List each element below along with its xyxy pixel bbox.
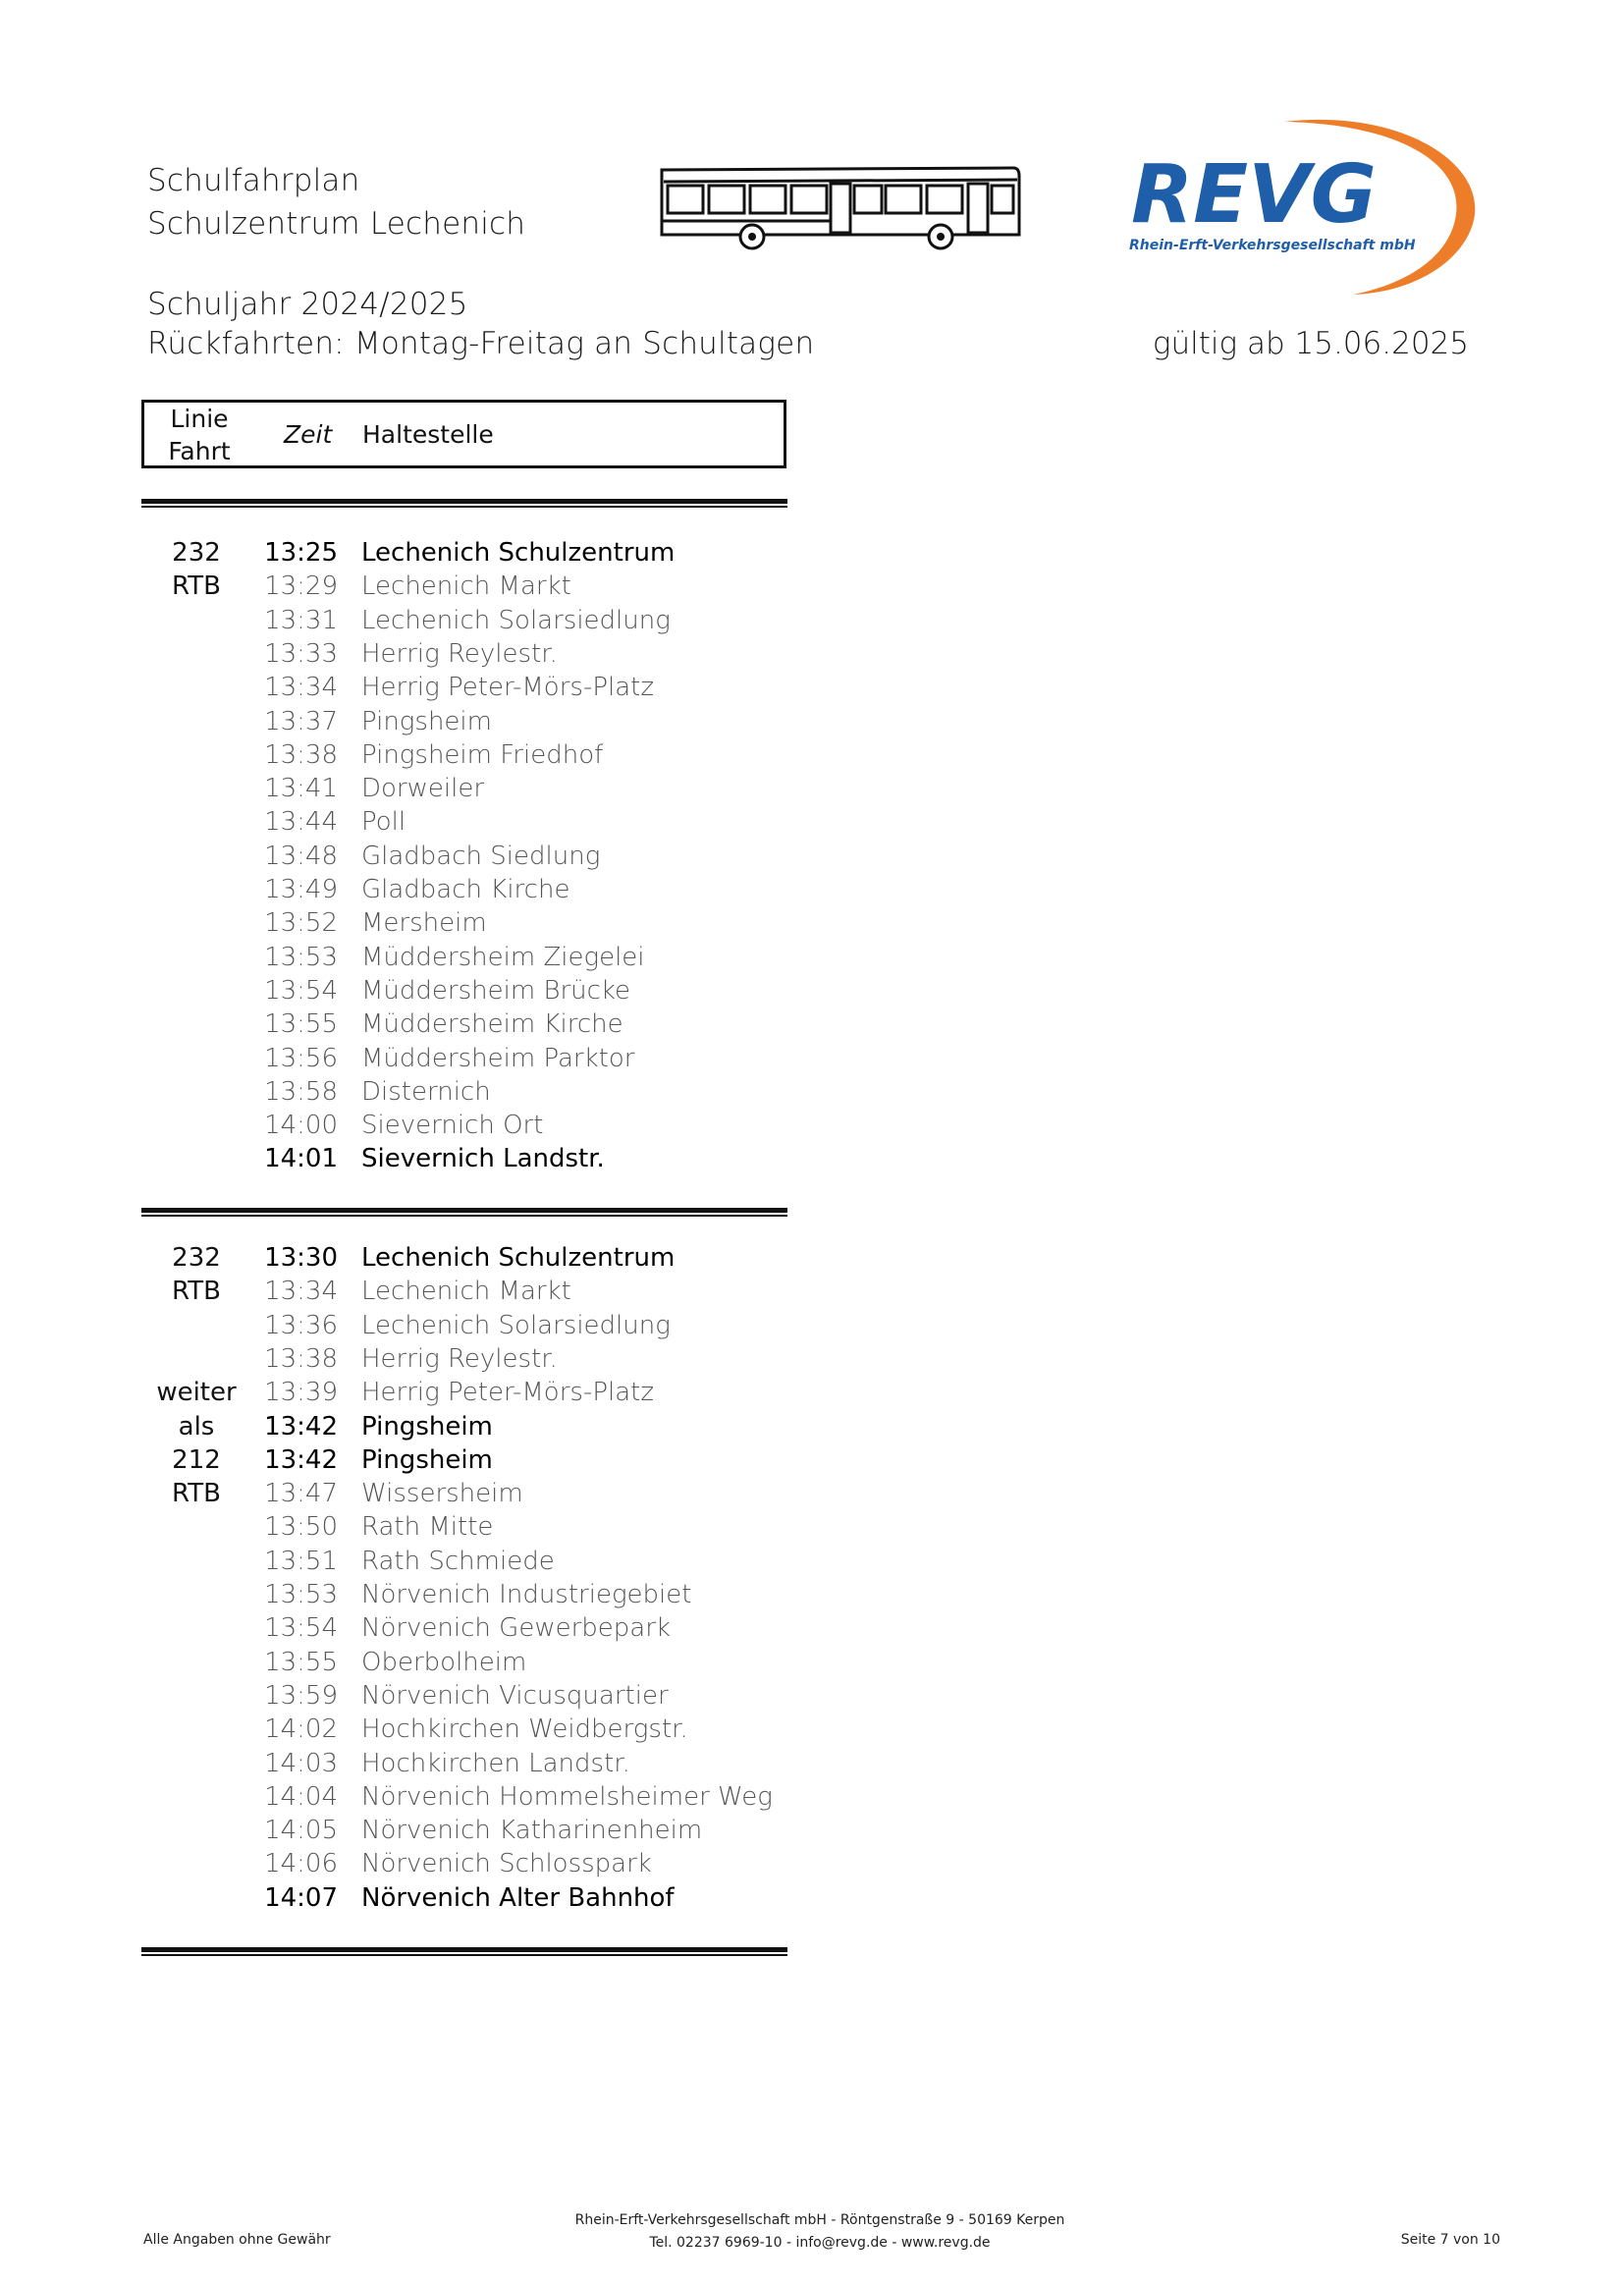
stop-cell: Poll [361,807,406,838]
table-row [0,1477,884,1510]
time-cell: 13:53 [264,1580,338,1609]
logo-wordmark: REVG [1131,148,1377,242]
line-cell: RTB [172,1277,221,1307]
divider-rule [141,1947,787,1956]
footer-address: Rhein-Erft-Verkehrsgesellschaft mbH - Röntgenstraße 9 - 50169 Kerpen [574,2212,1065,2228]
column-header-haltestelle: Haltestelle [362,420,494,449]
column-header-linie [144,403,254,467]
school-year: Schuljahr 2024/2025 [147,287,468,322]
table-row [0,1007,884,1041]
time-cell: 14:02 [264,1714,338,1745]
time-cell: 13:58 [264,1076,338,1107]
stop-cell: Lechenich Solarsiedlung [361,605,671,635]
line-cell: 232 [172,1243,221,1273]
stop-cell: Nörvenich Gewerbepark [361,1613,671,1644]
table-row [0,637,884,671]
time-cell: 13:39 [264,1378,338,1408]
divider-rule [141,499,787,508]
time-cell: 13:59 [264,1680,338,1711]
table-row [0,1611,884,1645]
line-cell: RTB [172,571,221,602]
table-row [0,1109,884,1142]
stop-cell: Lechenich Schulzentrum [361,1243,676,1273]
footer-contact: Tel. 02237 6969-10 - info@revg.de - www.revg.de [649,2235,991,2251]
document-subtitle-school: Schulzentrum Lechenich [147,206,526,242]
time-cell: 14:03 [264,1748,338,1778]
time-cell: 13:34 [264,1277,338,1307]
table-row [0,1780,884,1814]
stop-cell: Dorweiler [361,774,485,804]
stop-cell: Rath Schmiede [361,1546,555,1576]
divider-rule [141,1208,787,1217]
stop-cell: Lechenich Schulzentrum [361,538,676,568]
revg-logo [1117,116,1483,298]
table-row [0,1241,884,1275]
time-cell: 13:55 [264,1009,338,1040]
time-cell: 13:38 [264,739,338,770]
table-row [0,1646,884,1679]
table-row [0,974,884,1007]
time-cell: 13:38 [264,1343,338,1374]
time-cell: 13:56 [264,1043,338,1073]
time-cell: 13:33 [264,638,338,669]
table-row [0,1376,884,1409]
stop-cell: Nörvenich Vicusquartier [361,1680,669,1711]
stop-cell: Sievernich Landstr. [361,1144,605,1174]
time-cell: 13:50 [264,1512,338,1543]
line-cell: 212 [172,1444,221,1475]
table-row [0,1847,884,1880]
time-cell: 13:53 [264,942,338,972]
stop-cell: Hochkirchen Landstr. [361,1748,630,1778]
time-cell: 13:47 [264,1479,338,1509]
table-row [0,1679,884,1713]
table-row [0,671,884,704]
stop-cell: Mersheim [361,908,487,939]
time-cell: 13:41 [264,774,338,804]
table-row [0,1410,884,1443]
stop-cell: Lechenich Markt [361,1277,571,1307]
stop-cell: Herrig Reylestr. [361,1343,558,1374]
time-cell: 13:31 [264,605,338,635]
table-row [0,570,884,603]
stop-cell: Pingsheim [361,1411,493,1442]
time-cell: 13:55 [264,1647,338,1677]
stop-cell: Müddersheim Brücke [361,975,631,1006]
stop-cell: Pingsheim [361,706,492,736]
line-cell: weiter [156,1378,237,1408]
stop-cell: Pingsheim Friedhof [361,739,604,770]
stop-cell: Nörvenich Schlosspark [361,1849,652,1879]
time-cell: 13:48 [264,841,338,871]
line-cell: 232 [172,538,221,568]
stop-cell: Nörvenich Hommelsheimer Weg [361,1781,773,1812]
time-cell: 13:42 [264,1411,338,1442]
time-cell: 13:36 [264,1310,338,1340]
time-cell: 14:05 [264,1816,338,1846]
stop-cell: Gladbach Siedlung [361,841,601,871]
table-row [0,1747,884,1780]
time-cell: 14:04 [264,1781,338,1812]
table-row [0,1309,884,1342]
footer-disclaimer: Alle Angaben ohne Gewähr [143,2232,331,2248]
table-row [0,1578,884,1611]
time-cell: 13:29 [264,571,338,602]
table-row [0,772,884,805]
time-cell: 14:07 [264,1882,338,1913]
line-cell: als [178,1411,215,1442]
stop-cell: Nörvenich Katharinenheim [361,1816,703,1846]
stop-cell: Lechenich Solarsiedlung [361,1310,671,1340]
stop-cell: Herrig Peter-Mörs-Platz [361,673,654,703]
bus-icon [658,162,1021,250]
table-row [0,1075,884,1109]
time-cell: 13:49 [264,875,338,904]
footer-page-number: Seite 7 von 10 [1400,2232,1500,2248]
time-cell: 14:01 [264,1144,338,1174]
time-cell: 13:44 [264,807,338,838]
column-header-linie-label: Linie [170,405,229,433]
time-cell: 14:00 [264,1111,338,1141]
stop-cell: Lechenich Markt [361,571,571,602]
table-header [141,400,786,468]
table-row [0,906,884,940]
time-cell: 13:37 [264,706,338,736]
stop-cell: Gladbach Kirche [361,875,570,904]
line-cell: RTB [172,1479,221,1509]
table-row [0,604,884,637]
table-row [0,1443,884,1477]
stop-cell: Oberbolheim [361,1647,527,1677]
time-cell: 13:25 [264,538,338,568]
table-row [0,738,884,772]
table-row [0,805,884,839]
stop-cell: Herrig Peter-Mörs-Platz [361,1378,654,1408]
table-row [0,1342,884,1376]
table-row [0,941,884,974]
stop-cell: Rath Mitte [361,1512,494,1543]
valid-from-date: gültig ab 15.06.2025 [1152,326,1469,361]
time-cell: 13:52 [264,908,338,939]
logo-tagline: Rhein-Erft-Verkehrsgesellschaft mbH [1129,238,1416,253]
stop-cell: Hochkirchen Weidbergstr. [361,1714,688,1745]
stop-cell: Nörvenich Alter Bahnhof [361,1882,675,1913]
stop-cell: Pingsheim [361,1444,493,1475]
stop-cell: Nörvenich Industriegebiet [361,1580,692,1609]
stop-cell: Wissersheim [361,1479,523,1509]
table-row [0,1142,884,1175]
table-row [0,1814,884,1847]
footer-company-info [471,2209,1168,2255]
stop-cell: Müddersheim Ziegelei [361,942,645,972]
stop-cell: Disternich [361,1076,491,1107]
time-cell: 13:54 [264,975,338,1006]
table-row [0,1510,884,1544]
time-cell: 14:06 [264,1849,338,1879]
time-cell: 13:54 [264,1613,338,1644]
stop-cell: Müddersheim Parktor [361,1043,635,1073]
time-cell: 13:51 [264,1546,338,1576]
stop-cell: Sievernich Ort [361,1111,544,1141]
table-row [0,873,884,906]
table-row [0,1545,884,1578]
time-cell: 13:42 [264,1444,338,1475]
table-row [0,1275,884,1308]
time-cell: 13:30 [264,1243,338,1273]
table-row [0,1042,884,1075]
stop-cell: Herrig Reylestr. [361,638,558,669]
column-header-zeit: Zeit [284,420,333,449]
table-row [0,1881,884,1915]
document-title: Schulfahrplan [147,163,360,198]
table-row [0,536,884,570]
column-header-fahrt-label: Fahrt [168,437,231,465]
time-cell: 13:34 [264,673,338,703]
schedule-description: Rückfahrten: Montag-Freitag an Schultagen [147,326,815,361]
table-row [0,705,884,738]
stop-cell: Müddersheim Kirche [361,1009,623,1040]
table-row [0,1713,884,1746]
table-row [0,840,884,873]
